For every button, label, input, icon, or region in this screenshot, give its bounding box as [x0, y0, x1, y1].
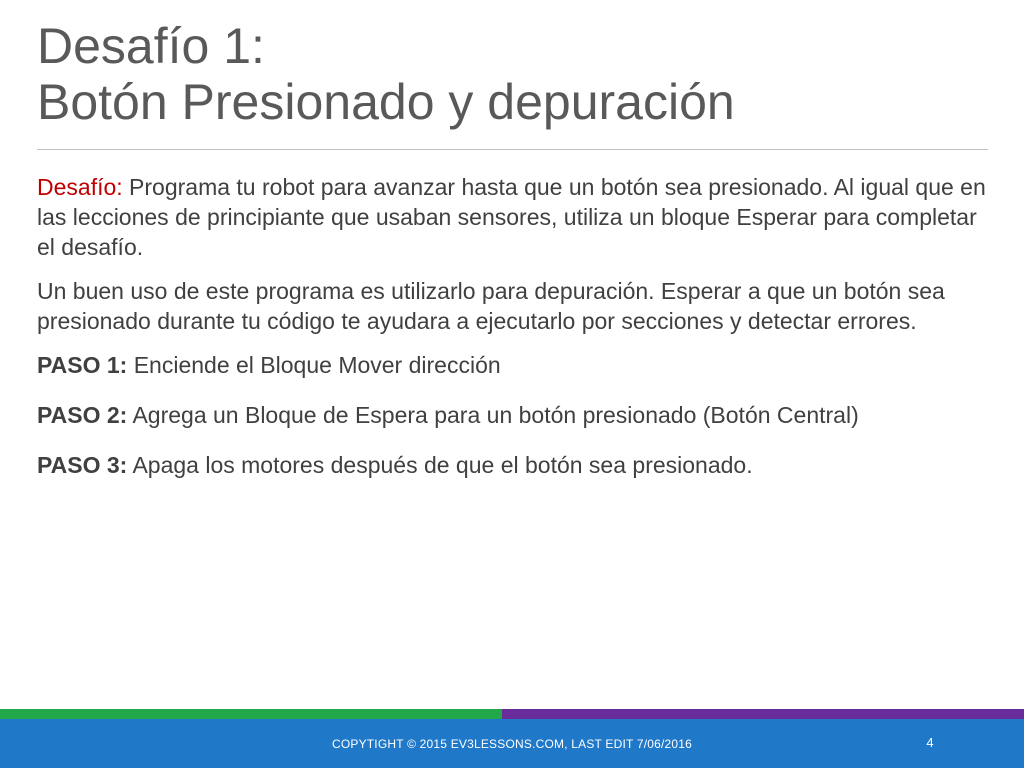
step-1-label: PASO 1:: [37, 352, 128, 378]
accent-bar-purple: [502, 709, 1024, 719]
footer-bar: [0, 719, 1024, 768]
slide-title: [37, 18, 977, 130]
title-divider: [37, 149, 988, 150]
challenge-paragraph: [37, 172, 987, 262]
step-3: [37, 450, 987, 480]
step-2-text: Agrega un Bloque de Espera para un botón presionado (Botón Central): [127, 402, 859, 428]
page-number: 4: [926, 735, 934, 750]
slide-body: [37, 172, 987, 500]
challenge-label: Desafío:: [37, 174, 123, 200]
debug-paragraph: Un buen uso de este programa es utilizarlo para depuración. Esperar a que un botón sea presionado durante tu código te ayudara a ejecutarlo por secciones y detectar errores.: [37, 278, 945, 334]
step-1: [37, 350, 987, 380]
step-2-label: PASO 2:: [37, 402, 128, 428]
challenge-text: Programa tu robot para avanzar hasta que un botón sea presionado. Al igual que en las lecciones de principiante que usaban sensores, utiliza un bloque Esperar para completar el desafío.: [37, 174, 986, 260]
title-line-2: Botón Presionado y depuración: [37, 74, 735, 130]
step-2: [37, 400, 987, 430]
title-line-1: Desafío 1:: [37, 18, 265, 74]
step-3-label: PASO 3:: [37, 452, 128, 478]
accent-bar-green: [0, 709, 502, 719]
step-3-text: Apaga los motores después de que el botón sea presionado.: [127, 452, 753, 478]
step-1-text: Enciende el Bloque Mover dirección: [127, 352, 501, 378]
footer-copyright: COPYTIGHT © 2015 EV3LESSONS.COM, LAST EDIT 7/06/2016: [331, 737, 693, 751]
